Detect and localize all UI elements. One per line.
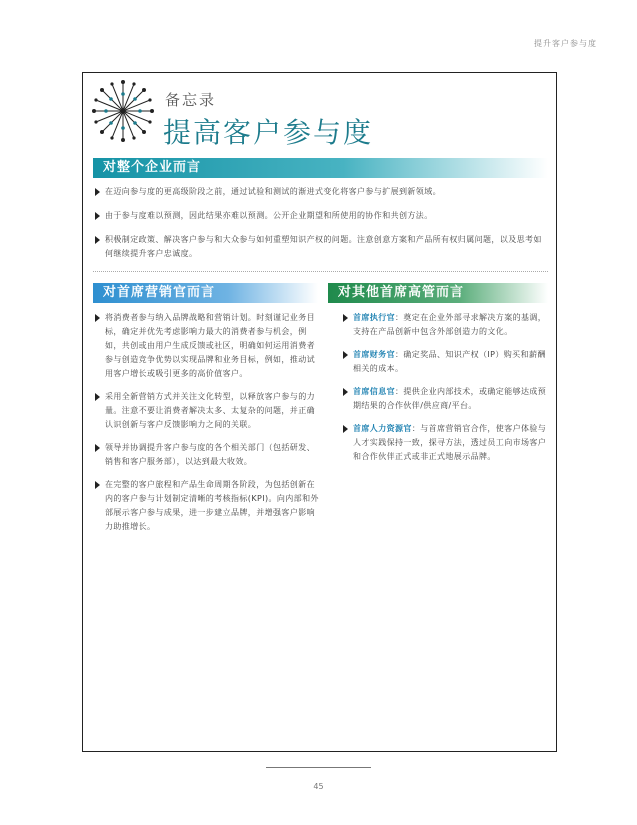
list-item (95, 390, 323, 432)
list-item-text: ：确定奖品、知识产权（IP）购买和薪酬相关的成本。 (353, 350, 546, 373)
starburst-icon (92, 80, 154, 142)
list-item-text: 在迈向参与度的更高级阶段之前，通过试验和测试的渐进式变化将客户参与扩展到新领域。 (105, 187, 441, 196)
list-item (95, 185, 545, 199)
enterprise-list (95, 185, 545, 271)
page-number: 45 (313, 782, 324, 791)
list-item-text: ：与首席营销官合作，使客户体验与人才实践保持一致，探寻方法，透过员工向市场客户和合作伙伴正式或非正式地展示品牌。 (353, 424, 547, 461)
memo-frame (82, 72, 557, 752)
section-heading-other-executives: 对其他首席高管而言 (328, 283, 548, 303)
list-item (95, 441, 323, 469)
list-item (343, 422, 551, 464)
section-divider (93, 271, 548, 272)
list-item-text: 将消费者参与纳入品牌战略和营销计划。时刻谨记业务目标，确定并优先考虑影响力最大的消费者参与机会，例如，共创或由用户生成反馈或社区，明确如何运用消费者参与创造竞争优势以实现品牌和业务目标，例如，推动试用客户增长或吸引更多的高价值客户。 (105, 313, 315, 378)
bullet-arrow-icon (95, 236, 100, 244)
list-item (343, 385, 551, 413)
bullet-arrow-icon (95, 188, 100, 196)
role-label-chro: 首席人力资源官 (353, 424, 412, 433)
list-item (343, 348, 551, 376)
list-item (95, 233, 545, 261)
section-heading-enterprise: 对整个企业而言 (93, 158, 548, 178)
list-item-text: 采用全新营销方式并关注文化转型，以释放客户参与的力量。注意不要让消费者解决太多、太复杂的问题，并正确认识创新与客户反馈影响力之间的关联。 (105, 392, 315, 429)
bullet-arrow-icon (343, 314, 348, 322)
list-item (95, 311, 323, 381)
bullet-arrow-icon (95, 481, 100, 489)
list-item-text: ：提供企业内部技术，或确定能够达成预期结果的合作伙伴/供应商/平台。 (353, 387, 547, 410)
list-item-text: 领导并协调提升客户参与度的各个相关部门（包括研发、销售和客户服务部），以达到最大收效。 (105, 443, 315, 466)
section-heading-cmo: 对首席营销官而言 (93, 283, 318, 303)
bullet-arrow-icon (343, 351, 348, 359)
bullet-arrow-icon (343, 388, 348, 396)
list-item (343, 311, 551, 339)
bullet-arrow-icon (95, 212, 100, 220)
bullet-arrow-icon (95, 393, 100, 401)
other-executives-list (343, 311, 551, 473)
list-item (95, 478, 323, 534)
role-label-ceo: 首席执行官 (353, 313, 395, 322)
running-header: 提升客户参与度 (534, 39, 597, 48)
bullet-arrow-icon (95, 314, 100, 322)
list-item-text: ：奠定在企业外部寻求解决方案的基调，支持在产品创新中包含外部创造力的文化。 (353, 313, 547, 336)
role-label-cio: 首席信息官 (353, 387, 395, 396)
list-item-text: 由于参与度难以预测，因此结果亦难以预测。公开企业期望和所使用的协作和共创方法。 (105, 211, 433, 220)
cmo-list (95, 311, 323, 543)
list-item-text: 在完整的客户旅程和产品生命周期各阶段，为包括创新在内的客户参与计划制定清晰的考核指标(KPI)。向内部和外部展示客户参与成果，进一步建立品牌，并增强客户影响力助推增长。 (105, 480, 319, 531)
list-item (95, 209, 545, 223)
bullet-arrow-icon (95, 444, 100, 452)
list-item-text: 积极制定政策、解决客户参与和大众参与如何重塑知识产权的问题。注意创意方案和产品所有权归属问题，以及思考如何继续提升客户忠诚度。 (105, 235, 542, 258)
bullet-arrow-icon (343, 425, 348, 433)
footer-rule (266, 767, 371, 768)
page-title: 提高客户参与度 (163, 116, 374, 149)
memo-label: 备忘录 (165, 91, 217, 109)
role-label-cfo: 首席财务官 (353, 350, 395, 359)
